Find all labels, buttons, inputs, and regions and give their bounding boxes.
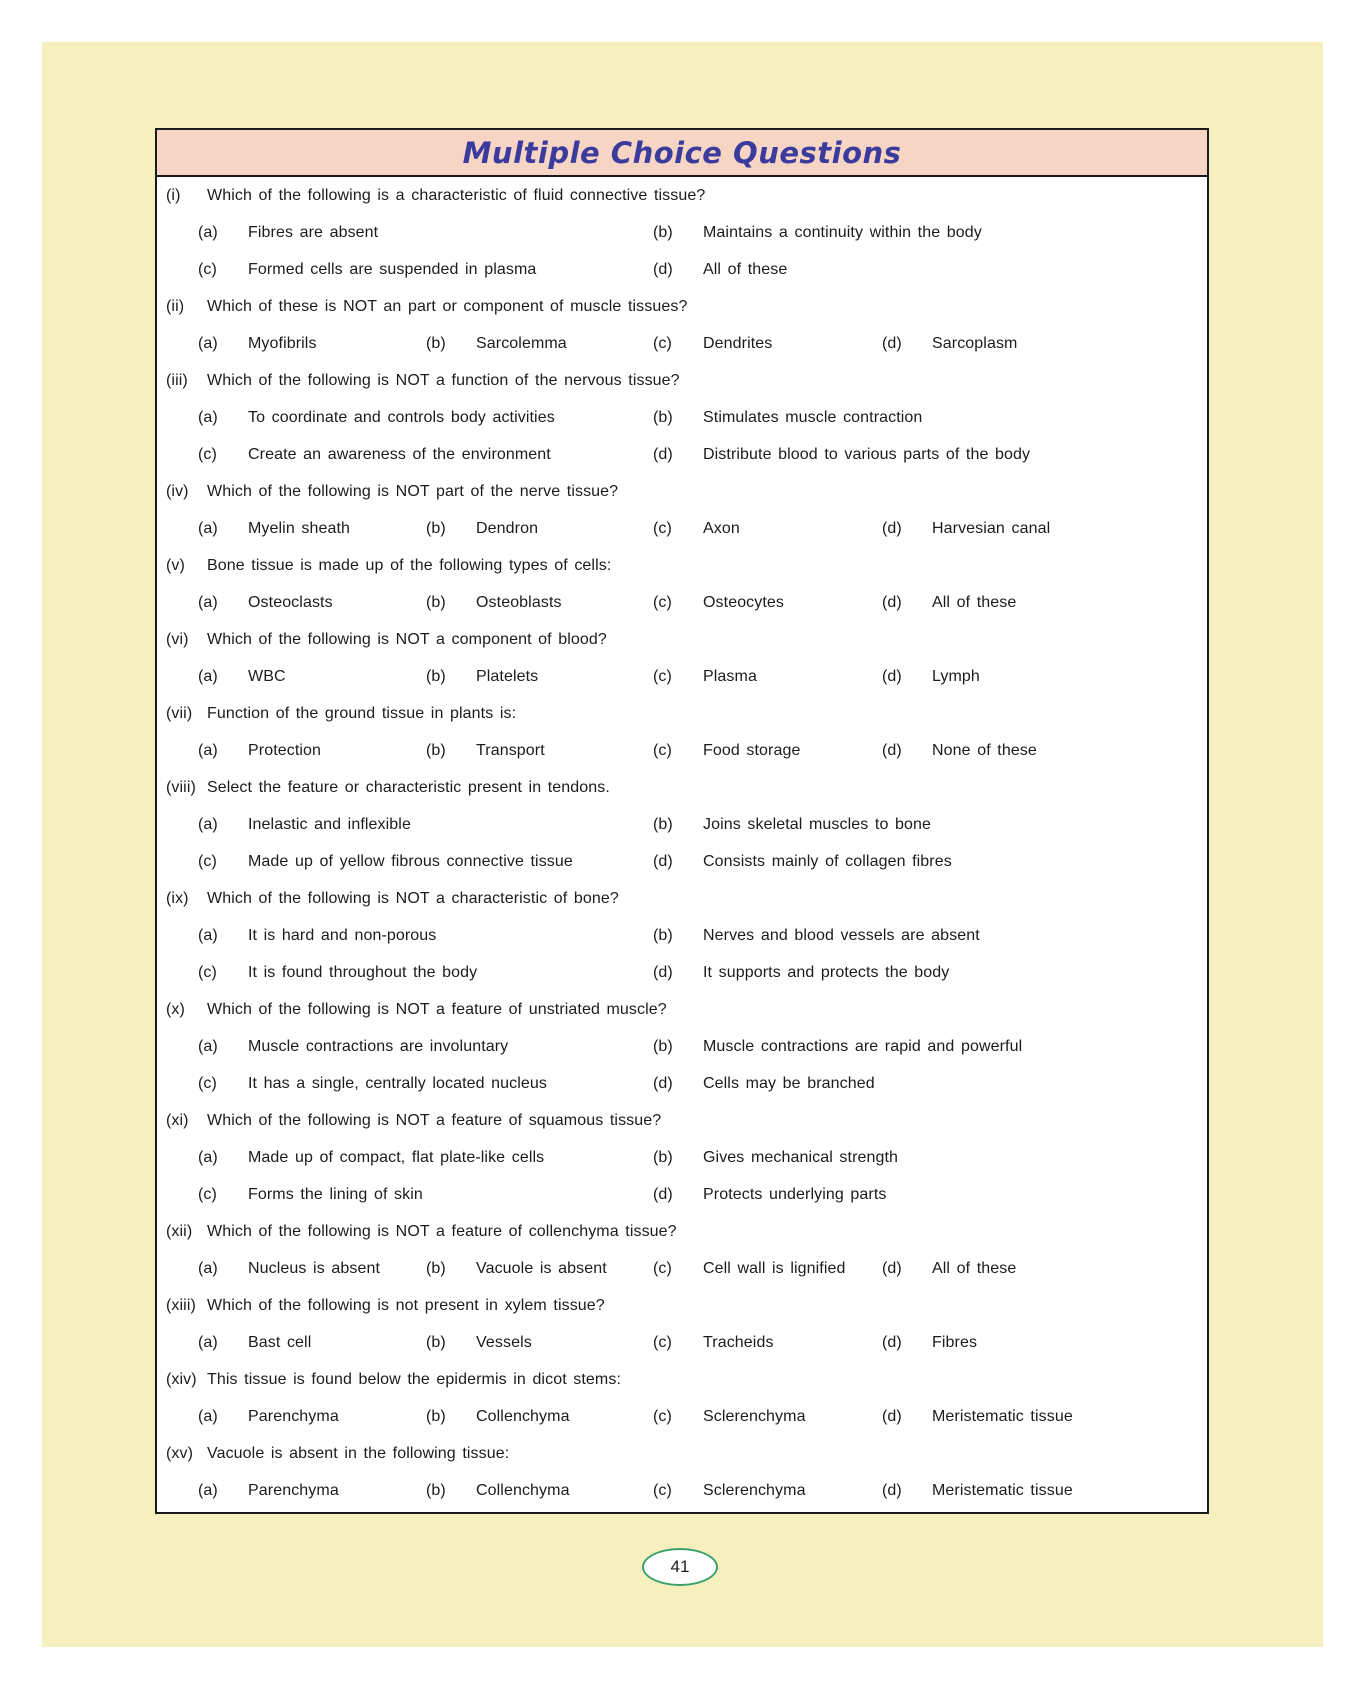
question-line — [163, 481, 1195, 503]
option-text: Dendrites — [703, 335, 773, 352]
option-label: (c) — [653, 668, 672, 685]
question-line — [163, 999, 1195, 1021]
question-item-i — [163, 185, 1195, 281]
option-text: Myelin sheath — [248, 520, 351, 537]
options-row — [198, 222, 1195, 244]
option-label: (b) — [426, 668, 446, 685]
option-label: (a) — [198, 335, 218, 352]
option-label: (a) — [198, 409, 218, 426]
option-label: (b) — [426, 520, 446, 537]
options-row — [198, 814, 1195, 836]
question-text: This tissue is found below the epidermis in dicot stems: — [207, 1371, 621, 1388]
options-row — [198, 740, 1195, 762]
question-text: Which of the following is NOT a function of the nervous tissue? — [207, 372, 680, 389]
question-item-xv — [163, 1443, 1195, 1502]
option-label: (b) — [653, 816, 673, 833]
question-line — [163, 1443, 1195, 1465]
question-number: (iii) — [166, 372, 188, 389]
question-text: Which of the following is NOT a feature of collenchyma tissue? — [207, 1223, 677, 1240]
option-text: Sarcolemma — [476, 335, 567, 352]
mcq-box — [155, 128, 1209, 1514]
option-text: Osteocytes — [703, 594, 785, 611]
option-text: Maintains a continuity within the body — [703, 224, 982, 241]
option-label: (b) — [426, 1408, 446, 1425]
question-number: (vii) — [166, 705, 193, 722]
options-row — [198, 1147, 1195, 1169]
question-item-viii — [163, 777, 1195, 873]
option-text: Formed cells are suspended in plasma — [248, 261, 537, 278]
option-text: Inelastic and inflexible — [248, 816, 411, 833]
option-text: Parenchyma — [248, 1408, 339, 1425]
question-item-vii — [163, 703, 1195, 762]
question-text: Function of the ground tissue in plants is: — [207, 705, 517, 722]
option-label: (d) — [882, 668, 902, 685]
options-row — [198, 518, 1195, 540]
option-label: (a) — [198, 927, 218, 944]
options-row — [198, 962, 1195, 984]
option-text: It is hard and non-porous — [248, 927, 437, 944]
option-label: (d) — [882, 1334, 902, 1351]
question-line — [163, 1110, 1195, 1132]
options-row — [198, 407, 1195, 429]
option-text: Food storage — [703, 742, 801, 759]
question-line — [163, 777, 1195, 799]
option-label: (d) — [882, 1408, 902, 1425]
option-label: (d) — [882, 1260, 902, 1277]
option-label: (c) — [653, 520, 672, 537]
option-label: (d) — [653, 261, 673, 278]
option-text: WBC — [248, 668, 286, 685]
options-row — [198, 1036, 1195, 1058]
options-row — [198, 1406, 1195, 1428]
options-row — [198, 333, 1195, 355]
option-label: (b) — [653, 1149, 673, 1166]
option-label: (d) — [653, 964, 673, 981]
option-text: Protection — [248, 742, 322, 759]
option-label: (a) — [198, 594, 218, 611]
option-text: Protects underlying parts — [703, 1186, 887, 1203]
option-text: Harvesian canal — [932, 520, 1051, 537]
question-number: (ii) — [166, 298, 185, 315]
option-label: (a) — [198, 520, 218, 537]
question-number: (xi) — [166, 1112, 189, 1129]
options-row — [198, 1258, 1195, 1280]
option-label: (d) — [882, 520, 902, 537]
question-item-xii — [163, 1221, 1195, 1280]
question-number: (xiii) — [166, 1297, 196, 1314]
question-item-xiv — [163, 1369, 1195, 1428]
option-label: (d) — [882, 1482, 902, 1499]
question-item-ii — [163, 296, 1195, 355]
option-text: Meristematic tissue — [932, 1408, 1073, 1425]
question-item-iii — [163, 370, 1195, 466]
option-label: (a) — [198, 816, 218, 833]
question-line — [163, 296, 1195, 318]
question-item-ix — [163, 888, 1195, 984]
question-item-x — [163, 999, 1195, 1095]
question-line — [163, 629, 1195, 651]
option-text: Platelets — [476, 668, 539, 685]
option-text: Osteoblasts — [476, 594, 562, 611]
option-label: (b) — [426, 742, 446, 759]
option-text: All of these — [703, 261, 788, 278]
question-number: (vi) — [166, 631, 189, 648]
question-line — [163, 370, 1195, 392]
option-label: (d) — [653, 1186, 673, 1203]
option-label: (d) — [882, 742, 902, 759]
question-text: Bone tissue is made up of the following types of cells: — [207, 557, 612, 574]
option-text: Create an awareness of the environment — [248, 446, 551, 463]
option-text: Muscle contractions are involuntary — [248, 1038, 509, 1055]
option-label: (b) — [426, 1260, 446, 1277]
option-label: (b) — [426, 1482, 446, 1499]
options-row — [198, 1480, 1195, 1502]
question-text: Which of the following is a characteristic of fluid connective tissue? — [207, 187, 706, 204]
question-text: Which of the following is NOT part of the nerve tissue? — [207, 483, 619, 500]
option-text: Collenchyma — [476, 1408, 570, 1425]
question-text: Select the feature or characteristic present in tendons. — [207, 779, 610, 796]
option-text: Distribute blood to various parts of the body — [703, 446, 1031, 463]
option-label: (c) — [198, 446, 217, 463]
question-text: Which of the following is NOT a feature of unstriated muscle? — [207, 1001, 667, 1018]
options-row — [198, 666, 1195, 688]
option-text: It supports and protects the body — [703, 964, 950, 981]
option-text: Bast cell — [248, 1334, 312, 1351]
option-label: (c) — [198, 1186, 217, 1203]
option-label: (c) — [198, 964, 217, 981]
option-label: (b) — [653, 927, 673, 944]
option-text: Myofibrils — [248, 335, 317, 352]
option-text: Plasma — [703, 668, 757, 685]
options-row — [198, 444, 1195, 466]
option-text: Sclerenchyma — [703, 1408, 806, 1425]
option-label: (a) — [198, 1149, 218, 1166]
option-label: (c) — [198, 261, 217, 278]
option-text: It has a single, centrally located nucleus — [248, 1075, 548, 1092]
question-number: (xiv) — [166, 1371, 197, 1388]
option-label: (a) — [198, 668, 218, 685]
option-label: (a) — [198, 742, 218, 759]
option-label: (d) — [882, 335, 902, 352]
option-text: Cells may be branched — [703, 1075, 875, 1092]
option-label: (a) — [198, 1038, 218, 1055]
option-text: Forms the lining of skin — [248, 1186, 423, 1203]
page-number-badge — [642, 1548, 718, 1586]
paper-background — [42, 42, 1323, 1647]
option-text: Osteoclasts — [248, 594, 333, 611]
option-label: (b) — [426, 1334, 446, 1351]
page-title: Multiple Choice Questions — [462, 135, 902, 170]
option-text: Axon — [703, 520, 740, 537]
option-text: Consists mainly of collagen fibres — [703, 853, 952, 870]
mcq-body — [157, 177, 1207, 1512]
options-row — [198, 851, 1195, 873]
question-text: Which of these is NOT an part or component of muscle tissues? — [207, 298, 688, 315]
options-row — [198, 1332, 1195, 1354]
option-label: (d) — [653, 446, 673, 463]
question-number: (viii) — [166, 779, 196, 796]
question-line — [163, 555, 1195, 577]
question-item-v — [163, 555, 1195, 614]
question-number: (xv) — [166, 1445, 194, 1462]
options-row — [198, 259, 1195, 281]
option-label: (d) — [882, 594, 902, 611]
option-label: (c) — [653, 594, 672, 611]
option-text: Nerves and blood vessels are absent — [703, 927, 980, 944]
page-number: 41 — [670, 1557, 690, 1576]
question-text: Which of the following is not present in xylem tissue? — [207, 1297, 605, 1314]
question-text: Vacuole is absent in the following tissue: — [207, 1445, 510, 1462]
option-label: (b) — [653, 1038, 673, 1055]
option-text: Sclerenchyma — [703, 1482, 806, 1499]
option-label: (b) — [653, 409, 673, 426]
option-label: (a) — [198, 1482, 218, 1499]
option-text: Fibres — [932, 1334, 978, 1351]
option-text: Stimulates muscle contraction — [703, 409, 923, 426]
option-text: To coordinate and controls body activities — [248, 409, 555, 426]
option-text: Meristematic tissue — [932, 1482, 1073, 1499]
option-text: Collenchyma — [476, 1482, 570, 1499]
option-text: It is found throughout the body — [248, 964, 478, 981]
question-line — [163, 1369, 1195, 1391]
option-text: Made up of yellow fibrous connective tissue — [248, 853, 573, 870]
option-text: None of these — [932, 742, 1037, 759]
option-label: (b) — [426, 335, 446, 352]
question-item-xi — [163, 1110, 1195, 1206]
mcq-header — [157, 130, 1207, 177]
option-label: (c) — [653, 1334, 672, 1351]
question-text: Which of the following is NOT a component of blood? — [207, 631, 607, 648]
option-label: (c) — [653, 335, 672, 352]
option-text: Joins skeletal muscles to bone — [703, 816, 931, 833]
option-label: (c) — [653, 1408, 672, 1425]
option-text: Sarcoplasm — [932, 335, 1018, 352]
option-label: (a) — [198, 1408, 218, 1425]
option-text: Made up of compact, flat plate-like cells — [248, 1149, 545, 1166]
option-text: Tracheids — [703, 1334, 774, 1351]
option-text: Parenchyma — [248, 1482, 339, 1499]
option-label: (c) — [653, 1482, 672, 1499]
option-label: (a) — [198, 1260, 218, 1277]
option-text: Nucleus is absent — [248, 1260, 380, 1277]
option-text: All of these — [932, 594, 1017, 611]
option-label: (a) — [198, 224, 218, 241]
option-label: (c) — [198, 853, 217, 870]
option-label: (d) — [653, 1075, 673, 1092]
option-label: (c) — [653, 1260, 672, 1277]
option-text: Vessels — [476, 1334, 532, 1351]
option-label: (c) — [198, 1075, 217, 1092]
option-text: Dendron — [476, 520, 539, 537]
options-row — [198, 1073, 1195, 1095]
question-number: (xii) — [166, 1223, 193, 1240]
question-line — [163, 888, 1195, 910]
question-text: Which of the following is NOT a characteristic of bone? — [207, 890, 619, 907]
question-number: (i) — [166, 187, 181, 204]
option-text: Vacuole is absent — [476, 1260, 607, 1277]
option-label: (a) — [198, 1334, 218, 1351]
option-text: Gives mechanical strength — [703, 1149, 899, 1166]
option-text: Lymph — [932, 668, 980, 685]
options-row — [198, 925, 1195, 947]
question-number: (v) — [166, 557, 185, 574]
question-line — [163, 1295, 1195, 1317]
option-label: (b) — [653, 224, 673, 241]
option-text: Transport — [476, 742, 545, 759]
option-text: Fibres are absent — [248, 224, 379, 241]
question-number: (x) — [166, 1001, 185, 1018]
question-item-vi — [163, 629, 1195, 688]
options-row — [198, 592, 1195, 614]
options-row — [198, 1184, 1195, 1206]
question-item-iv — [163, 481, 1195, 540]
option-label: (c) — [653, 742, 672, 759]
question-number: (ix) — [166, 890, 189, 907]
option-text: All of these — [932, 1260, 1017, 1277]
question-number: (iv) — [166, 483, 189, 500]
question-line — [163, 185, 1195, 207]
question-item-xiii — [163, 1295, 1195, 1354]
option-text: Muscle contractions are rapid and powerful — [703, 1038, 1023, 1055]
option-label: (d) — [653, 853, 673, 870]
question-text: Which of the following is NOT a feature of squamous tissue? — [207, 1112, 662, 1129]
option-label: (b) — [426, 594, 446, 611]
option-text: Cell wall is lignified — [703, 1260, 846, 1277]
question-line — [163, 1221, 1195, 1243]
question-line — [163, 703, 1195, 725]
